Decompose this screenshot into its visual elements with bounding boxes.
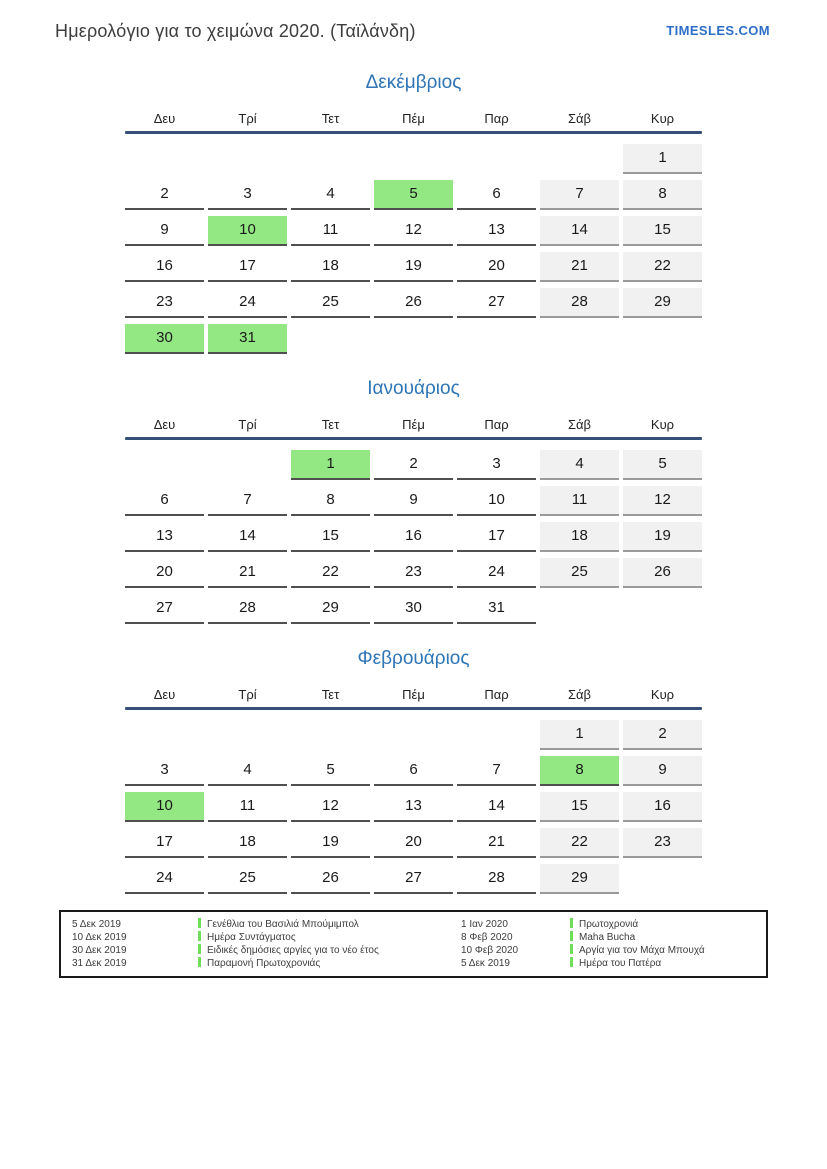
day-cell: 16 — [374, 522, 453, 552]
day-cell: 17 — [208, 252, 287, 282]
day-cell: 21 — [540, 252, 619, 282]
weekday-label: Πέμ — [402, 687, 425, 702]
legend-holiday-name: Ειδικές δημόσιες αργίες για το νέο έτος — [198, 944, 461, 957]
day-cell: 24 — [208, 288, 287, 318]
day-cell: 6 — [457, 180, 536, 210]
day-cell: 22 — [540, 828, 619, 858]
day-cell-empty — [623, 324, 702, 354]
weekday-label: Σάβ — [567, 111, 592, 126]
day-cell: 1 — [291, 450, 370, 480]
day-cell: 8 — [540, 756, 619, 786]
month-title: Ιανουάριος — [367, 378, 460, 399]
day-cell: 12 — [291, 792, 370, 822]
day-cell: 30 — [374, 594, 453, 624]
day-cell: 20 — [457, 252, 536, 282]
day-cell: 29 — [291, 594, 370, 624]
day-cell: 4 — [291, 180, 370, 210]
legend-marker-icon — [198, 944, 201, 954]
header-rule — [125, 707, 702, 710]
legend-date: 10 Φεβ 2020 — [461, 945, 519, 956]
weekday-label: Τρί — [238, 417, 257, 432]
day-cell: 13 — [125, 522, 204, 552]
day-cell: 14 — [457, 792, 536, 822]
month-title: Δεκέμβριος — [365, 72, 462, 93]
day-cell: 5 — [291, 756, 370, 786]
weekday-label: Παρ — [484, 111, 509, 126]
legend-holiday-name: Γενέθλια του Βασιλιά Μπούμιμπολ — [198, 918, 461, 931]
day-cell: 9 — [623, 756, 702, 786]
day-cell: 28 — [457, 864, 536, 894]
day-cell: 6 — [125, 486, 204, 516]
day-cell: 16 — [125, 252, 204, 282]
header-rule — [125, 131, 702, 134]
day-cell: 16 — [623, 792, 702, 822]
day-cell: 11 — [208, 792, 287, 822]
holiday-legend — [59, 910, 768, 978]
day-cell-empty — [125, 144, 204, 174]
day-cell: 29 — [623, 288, 702, 318]
weekday-label: Τετ — [321, 417, 340, 432]
day-cell: 25 — [208, 864, 287, 894]
month-title: Φεβρουάριος — [357, 648, 470, 669]
day-cell: 22 — [291, 558, 370, 588]
day-cell: 20 — [374, 828, 453, 858]
weekday-label: Τρί — [238, 111, 257, 126]
day-cell: 5 — [623, 450, 702, 480]
weekday-label: Σάβ — [567, 417, 592, 432]
day-cell: 19 — [623, 522, 702, 552]
weekday-label: Δευ — [153, 687, 176, 702]
day-cell: 19 — [291, 828, 370, 858]
day-cell: 2 — [125, 180, 204, 210]
day-cell: 2 — [623, 720, 702, 750]
day-cell: 26 — [291, 864, 370, 894]
calendar-months — [0, 72, 827, 894]
day-cell: 11 — [540, 486, 619, 516]
weekday-header-row — [125, 687, 702, 702]
day-cell-empty — [125, 720, 204, 750]
day-cell: 26 — [374, 288, 453, 318]
day-cell-empty — [291, 144, 370, 174]
weekday-label: Τετ — [321, 687, 340, 702]
day-cell: 28 — [540, 288, 619, 318]
month-section — [125, 378, 702, 624]
day-cell: 25 — [540, 558, 619, 588]
day-cell: 7 — [208, 486, 287, 516]
day-cell-empty — [457, 144, 536, 174]
weekday-label: Τρί — [238, 687, 257, 702]
day-cell-empty — [457, 324, 536, 354]
legend-holiday-name: Παραμονή Πρωτοχρονιάς — [198, 957, 461, 970]
legend-marker-icon — [198, 931, 201, 941]
day-cell: 30 — [125, 324, 204, 354]
day-cell: 2 — [374, 450, 453, 480]
legend-holiday-name: Ημέρα του Πατέρα — [570, 957, 758, 970]
legend-date: 30 Δεκ 2019 — [72, 945, 127, 956]
day-cell: 21 — [208, 558, 287, 588]
legend-date: 10 Δεκ 2019 — [72, 932, 127, 943]
day-cell: 26 — [623, 558, 702, 588]
legend-date: 5 Δεκ 2019 — [72, 919, 121, 930]
site-link[interactable]: TIMESLES.COM — [666, 23, 770, 38]
legend-column-right — [461, 918, 758, 970]
legend-holiday-name: Ημέρα Συντάγματος — [198, 931, 461, 944]
day-cell-empty — [623, 594, 702, 624]
day-cell-empty — [623, 864, 702, 894]
day-cell: 6 — [374, 756, 453, 786]
day-cell-empty — [125, 450, 204, 480]
day-cell: 8 — [291, 486, 370, 516]
day-cell: 3 — [125, 756, 204, 786]
day-cell: 20 — [125, 558, 204, 588]
weekday-label: Δευ — [153, 417, 176, 432]
day-cell: 11 — [291, 216, 370, 246]
weekday-label: Κυρ — [650, 417, 675, 432]
day-cell: 15 — [291, 522, 370, 552]
day-cell: 3 — [208, 180, 287, 210]
day-cell-empty — [540, 144, 619, 174]
day-cell: 10 — [125, 792, 204, 822]
legend-holiday-name: Maha Bucha — [570, 931, 758, 944]
weekday-label: Κυρ — [650, 687, 675, 702]
day-cell: 23 — [623, 828, 702, 858]
day-cell: 24 — [457, 558, 536, 588]
day-cell: 23 — [125, 288, 204, 318]
day-cell-empty — [208, 720, 287, 750]
legend-date: 8 Φεβ 2020 — [461, 932, 513, 943]
weekday-label: Παρ — [484, 687, 509, 702]
legend-date: 5 Δεκ 2019 — [461, 958, 510, 969]
day-cell: 7 — [540, 180, 619, 210]
day-cell: 12 — [374, 216, 453, 246]
day-cell: 10 — [457, 486, 536, 516]
day-cell: 24 — [125, 864, 204, 894]
day-cell-empty — [374, 144, 453, 174]
day-cell-empty — [540, 324, 619, 354]
legend-marker-icon — [570, 918, 573, 928]
day-cell-empty — [540, 594, 619, 624]
day-cell: 17 — [457, 522, 536, 552]
day-cell: 28 — [208, 594, 287, 624]
weekday-header-row — [125, 111, 702, 126]
day-cell: 4 — [540, 450, 619, 480]
day-cell: 15 — [623, 216, 702, 246]
weekday-label: Πέμ — [402, 417, 425, 432]
month-section — [125, 648, 702, 894]
day-cell: 14 — [208, 522, 287, 552]
legend-marker-icon — [570, 957, 573, 967]
day-cell-empty — [208, 450, 287, 480]
day-cell: 27 — [374, 864, 453, 894]
legend-date: 1 Ιαν 2020 — [461, 919, 508, 930]
day-cell: 9 — [125, 216, 204, 246]
day-cell: 3 — [457, 450, 536, 480]
day-cell-empty — [291, 324, 370, 354]
legend-marker-icon — [570, 944, 573, 954]
page-header — [0, 0, 827, 42]
month-section — [125, 72, 702, 354]
weekday-label: Πέμ — [402, 111, 425, 126]
day-cell: 14 — [540, 216, 619, 246]
day-cell: 10 — [208, 216, 287, 246]
day-cell: 9 — [374, 486, 453, 516]
day-cell: 27 — [457, 288, 536, 318]
weekday-label: Δευ — [153, 111, 176, 126]
day-cell: 18 — [540, 522, 619, 552]
day-cell: 31 — [457, 594, 536, 624]
day-cell: 5 — [374, 180, 453, 210]
page-title: Ημερολόγιο για το χειμώνα 2020. (Ταϊλάνδη) — [55, 21, 416, 41]
day-cell: 12 — [623, 486, 702, 516]
legend-marker-icon — [198, 957, 201, 967]
month-grid — [125, 450, 702, 624]
weekday-label: Παρ — [484, 417, 509, 432]
legend-column-left — [72, 918, 461, 970]
month-grid — [125, 144, 702, 354]
day-cell-empty — [374, 324, 453, 354]
day-cell: 18 — [291, 252, 370, 282]
day-cell: 21 — [457, 828, 536, 858]
day-cell: 4 — [208, 756, 287, 786]
day-cell: 22 — [623, 252, 702, 282]
day-cell: 8 — [623, 180, 702, 210]
weekday-label: Σάβ — [567, 687, 592, 702]
header-rule — [125, 437, 702, 440]
weekday-header-row — [125, 417, 702, 432]
weekday-label: Τετ — [321, 111, 340, 126]
day-cell-empty — [457, 720, 536, 750]
day-cell: 17 — [125, 828, 204, 858]
day-cell: 27 — [125, 594, 204, 624]
day-cell: 23 — [374, 558, 453, 588]
day-cell: 18 — [208, 828, 287, 858]
legend-marker-icon — [570, 931, 573, 941]
day-cell: 31 — [208, 324, 287, 354]
day-cell-empty — [208, 144, 287, 174]
day-cell: 1 — [540, 720, 619, 750]
weekday-label: Κυρ — [650, 111, 675, 126]
day-cell-empty — [374, 720, 453, 750]
day-cell-empty — [291, 720, 370, 750]
day-cell: 19 — [374, 252, 453, 282]
legend-marker-icon — [198, 918, 201, 928]
day-cell: 29 — [540, 864, 619, 894]
day-cell: 13 — [374, 792, 453, 822]
day-cell: 15 — [540, 792, 619, 822]
day-cell: 25 — [291, 288, 370, 318]
day-cell: 1 — [623, 144, 702, 174]
legend-holiday-name: Αργία για τον Μάχα Μπουχά — [570, 944, 758, 957]
legend-holiday-name: Πρωτοχρονιά — [570, 918, 758, 931]
legend-date: 31 Δεκ 2019 — [72, 958, 127, 969]
day-cell: 13 — [457, 216, 536, 246]
day-cell: 7 — [457, 756, 536, 786]
month-grid — [125, 720, 702, 894]
